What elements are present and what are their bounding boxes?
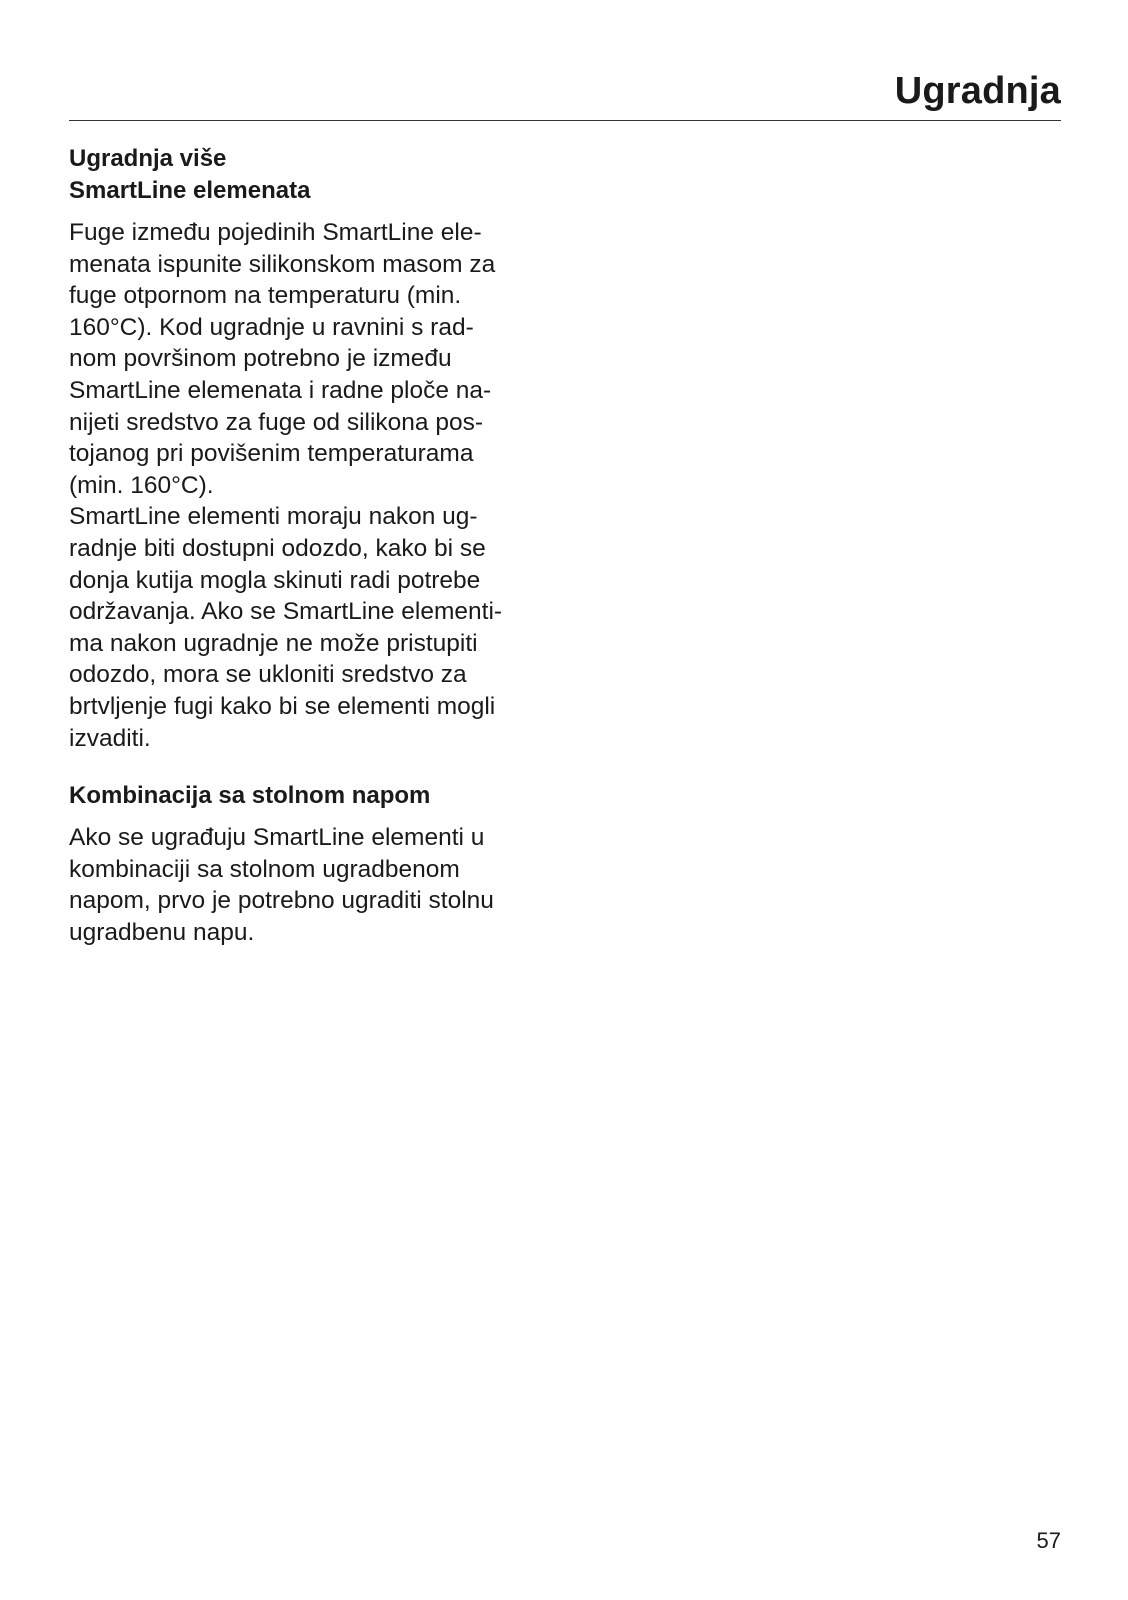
text-line: održavanja. Ako se SmartLine elementi- [69, 598, 503, 626]
page-number: 57 [1036, 1528, 1061, 1553]
text-line: 160°C). Kod ugradnje u ravnini s rad- [69, 313, 474, 341]
text-line: izvaditi. [69, 724, 151, 752]
heading-line: SmartLine elemenata [69, 177, 311, 204]
text-line: Ako se ugrađuju SmartLine elementi u [69, 824, 485, 852]
text-line: (min. 160°C). [69, 471, 214, 499]
heading-combination-with-hood: Kombinacija sa stolnom napom [69, 782, 431, 810]
text-line: brtvljenje fugi kako bi se elementi mogli [69, 692, 496, 720]
text-line: tojanog pri povišenim temperaturama [69, 440, 474, 468]
text-line: napom, prvo je potrebno ugraditi stolnu [69, 887, 494, 915]
text-line: fuge otpornom na temperaturu (min. [69, 282, 462, 310]
text-line: menata ispunite silikonskom masom za [69, 250, 496, 278]
heading-line: Ugradnja više [69, 145, 227, 172]
paragraph-access-from-below [69, 501, 589, 754]
page-header [69, 56, 1061, 121]
text-line: ugradbenu napu. [69, 918, 255, 946]
text-line: Fuge između pojedinih SmartLine ele- [69, 219, 482, 246]
text-line: SmartLine elementi moraju nakon ug- [69, 503, 478, 531]
text-line: nijeti sredstvo za fuge od silikona pos- [69, 408, 483, 436]
text-line: odozdo, mora se ukloniti sredstvo za [69, 661, 467, 689]
paragraph-joints-sealing [69, 217, 589, 501]
section-title: Ugradnja [894, 70, 1061, 112]
text-line: donja kutija mogla skinuti radi potrebe [69, 566, 481, 594]
main-content [69, 143, 589, 948]
text-line: kombinaciji sa stolnom ugradbenom [69, 855, 460, 883]
heading-multiple-smartline-installation [69, 143, 589, 207]
text-line: SmartLine elemenata i radne ploče na- [69, 376, 492, 404]
text-line: nom površinom potrebno je između [69, 345, 452, 373]
text-line: ma nakon ugradnje ne može pristupiti [69, 629, 478, 657]
text-line: radnje biti dostupni odozdo, kako bi se [69, 534, 486, 562]
paragraph-hood-installation [69, 822, 589, 948]
